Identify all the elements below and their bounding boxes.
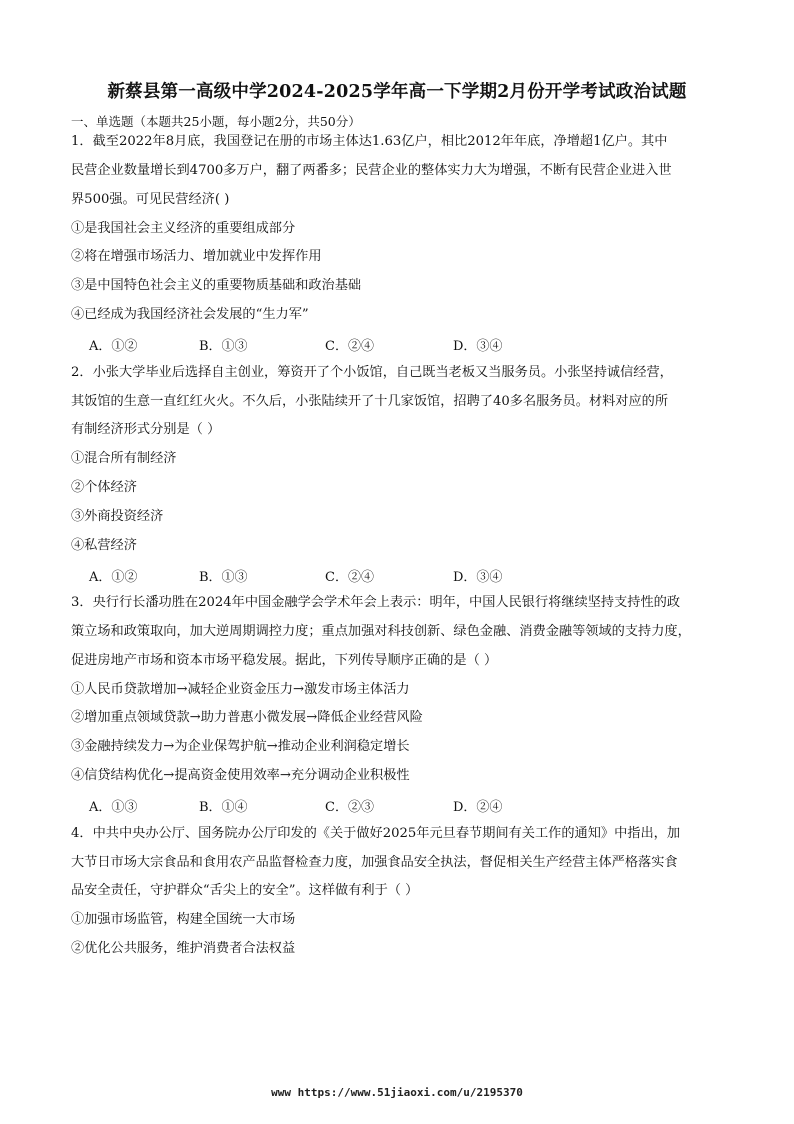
question-2-line-3: 有制经济形式分别是（ ） <box>71 422 221 437</box>
question-1-item-1: ①是我国社会主义经济的重要组成部分 <box>71 221 296 236</box>
question-2-item-2: ②个体经济 <box>71 480 137 495</box>
question-1-item-4: ④已经成为我国经济社会发展的“生力军” <box>71 307 309 322</box>
question-2-option-d[interactable]: D．③④ <box>453 570 503 585</box>
question-4-item-2: ②优化公共服务，维护消费者合法权益 <box>71 941 296 956</box>
question-1-line-1: 1．截至2022年8月底，我国登记在册的市场主体达1.63亿户，相比2012年年底，净增超1亿户。其中 <box>71 134 668 149</box>
question-1-options <box>89 335 589 353</box>
question-1-item-2: ②将在增强市场活力、增加就业中发挥作用 <box>71 249 322 264</box>
question-2-line-1: 2．小张大学毕业后选择自主创业，筹资开了个小饭馆，自己既当老板又当服务员。小张坚持诚信经营， <box>71 365 673 380</box>
question-1-option-c[interactable]: C．②④ <box>325 339 374 354</box>
question-3-line-3: 促进房地产市场和资本市场平稳发展。据此，下列传导顺序正确的是（ ） <box>71 653 498 668</box>
question-3-line-2: 策立场和政策取向，加大逆周期调控力度；重点加强对科技创新、绿色金融、消费金融等领域的支持力度， <box>71 624 691 639</box>
question-3-options <box>89 796 589 814</box>
question-4-line-1: 4．中共中央办公厅、国务院办公厅印发的《关于做好2025年元旦春节期间有关工作的通知》中指出，加 <box>71 826 681 841</box>
question-4-line-2: 大节日市场大宗食品和食用农产品监督检查力度，加强食品安全执法，督促相关生产经营主体严格落实食 <box>71 855 678 870</box>
question-1-line-2: 民营企业数量增长到4700多万户，翻了两番多；民营企业的整体实力大为增强，不断有民营企业进入世 <box>71 163 672 178</box>
section-heading: 一、单选题（本题共25小题，每小题2分，共50分） <box>71 114 361 129</box>
question-4-item-1: ①加强市场监管，构建全国统一大市场 <box>71 912 296 927</box>
question-4-line-3: 品安全责任，守护群众“舌尖上的安全”。这样做有利于（ ） <box>71 883 419 898</box>
question-2-options <box>89 566 589 584</box>
question-2-line-2: 其饭馆的生意一直红红火火。不久后，小张陆续开了十几家饭馆，招聘了40多名服务员。材料对应的所 <box>71 394 669 409</box>
question-2-option-a[interactable]: A．①② <box>89 570 138 585</box>
question-1-option-a[interactable]: A．①② <box>89 339 138 354</box>
footer-watermark-url[interactable]: www https://www.51jiaoxi.com/u/2195370 <box>271 1086 523 1099</box>
question-3-option-a[interactable]: A．①③ <box>89 800 138 815</box>
question-1-option-d[interactable]: D．③④ <box>453 339 503 354</box>
question-2-item-3: ③外商投资经济 <box>71 509 164 524</box>
question-2-option-c[interactable]: C．②④ <box>325 570 374 585</box>
question-3-item-3: ③金融持续发力→为企业保驾护航→推动企业利润稳定增长 <box>71 739 410 754</box>
question-3-item-1: ①人民币贷款增加→减轻企业资金压力→激发市场主体活力 <box>71 682 410 697</box>
question-3-item-4: ④信贷结构优化→提高资金使用效率→充分调动企业积极性 <box>71 768 410 783</box>
question-3-option-b[interactable]: B．①④ <box>199 800 248 815</box>
question-3-item-2: ②增加重点领域贷款→助力普惠小微发展→降低企业经营风险 <box>71 710 423 725</box>
question-1-item-3: ③是中国特色社会主义的重要物质基础和政治基础 <box>71 278 362 293</box>
question-2-option-b[interactable]: B．①③ <box>199 570 248 585</box>
page-title: 新蔡县第一高级中学2024-2025学年高一下学期2月份开学考试政治试题 <box>107 82 687 102</box>
question-2-item-4: ④私营经济 <box>71 538 137 553</box>
question-2-item-1: ①混合所有制经济 <box>71 451 177 466</box>
question-1-line-3: 界500强。可见民营经济( ) <box>71 192 230 207</box>
question-3-option-c[interactable]: C．②③ <box>325 800 374 815</box>
question-3-line-1: 3．央行行长潘功胜在2024年中国金融学会学术年会上表示：明年，中国人民银行将继续坚持支持性的政 <box>71 595 681 610</box>
question-1-option-b[interactable]: B．①③ <box>199 339 248 354</box>
question-3-option-d[interactable]: D．②④ <box>453 800 503 815</box>
